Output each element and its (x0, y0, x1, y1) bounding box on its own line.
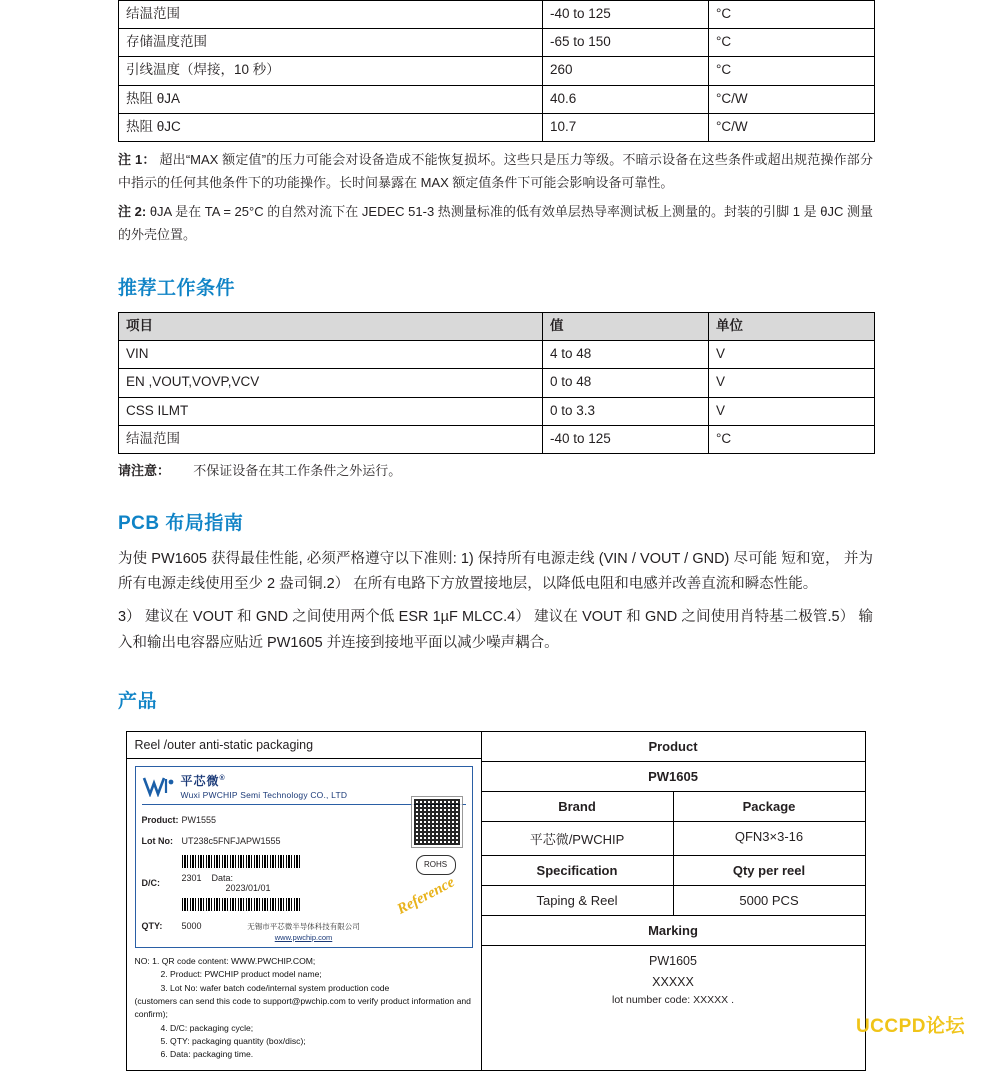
cell-unit: V (709, 397, 875, 425)
header-value: 值 (543, 312, 709, 340)
qr-code-icon (412, 797, 462, 847)
label-brand-cn: 平芯微® (180, 774, 226, 789)
cell-unit: °C (709, 57, 875, 85)
packaging-note-item: (customers can send this code to support@pwchip.com to verify product information and confirm); (134, 996, 471, 1020)
marking-header-row (482, 916, 865, 946)
cell-item: CSS ILMT (119, 397, 543, 425)
table-row (119, 425, 875, 453)
section-heading-recommended: 推荐工作条件 (118, 277, 236, 299)
cell-item: 热阻 θJC (119, 113, 543, 141)
section-heading-product: 产品 (118, 691, 158, 713)
barcode-icon (182, 855, 302, 868)
packaging-note-item: 5. QTY: packaging quantity (box/disc); (160, 1036, 306, 1047)
product-value-row (482, 762, 865, 792)
pcb-paragraph-1: 为使 PW1605 获得最佳性能, 必须严格遵守以下准则: 1) 保持所有电源走线 (VIN / VOUT / GND) 尽可能 短和宽， 并为所有电源走线使用至少 2 盎司铜.2） 在所有电路下方放置接地层，以降低电阻和电感并改善直流和瞬态性能。 (118, 550, 873, 593)
brand-package-header-row (482, 792, 865, 822)
absolute-max-ratings-table (118, 0, 875, 142)
table-row (119, 341, 875, 369)
marking-value-row (482, 946, 865, 1070)
packaging-label-header: Reel /outer anti-static packaging (127, 732, 481, 759)
cell-unit: °C (709, 1, 875, 29)
product-packaging-table (126, 731, 866, 1071)
cell-unit: °C (709, 425, 875, 453)
table-row (119, 369, 875, 397)
absolute-max-ratings-table-wrap (118, 0, 873, 142)
cell-item: 热阻 θJA (119, 85, 543, 113)
table-row (119, 1, 875, 29)
qty-header-cell: Qty per reel (674, 856, 865, 885)
reference-watermark: Reference (394, 874, 458, 918)
forum-watermark: UCCPD论坛 (855, 1016, 965, 1037)
label-footer-company: 无锡市平芯微半导体科技有限公司 (247, 922, 360, 932)
cell-value: 0 to 48 (543, 369, 709, 397)
label-value: PW1555 (181, 814, 217, 825)
packaging-note-item: 6. Data: packaging time. (160, 1049, 254, 1060)
cell-value: 40.6 (543, 85, 709, 113)
cell-item: 存储温度范围 (119, 29, 543, 57)
product-value-cell: PW1605 (482, 762, 865, 791)
spec-qty-value-row (482, 886, 865, 916)
cell-value: 260 (543, 57, 709, 85)
label-brand-en: Wuxi PWCHIP Semi Technology CO., LTD (180, 790, 348, 801)
label-value: 2301 Data: 2023/01/01 (181, 873, 271, 894)
please-note-label: 请注意： (118, 462, 171, 478)
marking-header-cell: Marking (482, 916, 865, 945)
table-header-row (119, 312, 875, 340)
cell-item: 结温范围 (119, 425, 543, 453)
brand-value-cell: 平芯微/PWCHIP (482, 822, 674, 855)
label-key: Lot No: (141, 835, 173, 846)
spec-header-cell: Specification (482, 856, 674, 885)
pcb-paragraph-2: 3） 建议在 VOUT 和 GND 之间使用两个低 ESR 1µF MLCC.4） 建议在 VOUT 和 GND 之间使用肖特基二极管.5） 输入和输出电容器应贴近 PW1605 并连接到接地平面以减少噪声耦合。 (118, 609, 873, 651)
packaging-note-item: 2. Product: PWCHIP product model name; (160, 969, 322, 980)
product-info-panel (482, 732, 865, 1070)
note-2 (118, 201, 873, 247)
product-header-row (482, 732, 865, 762)
marking-line-3: lot number code: XXXXX . (612, 994, 734, 1007)
cell-item: EN ,VOUT,VOVP,VCV (119, 369, 543, 397)
pwchip-logo-icon (142, 775, 176, 797)
cell-unit: V (709, 341, 875, 369)
cell-value: -65 to 150 (543, 29, 709, 57)
label-key: QTY: (141, 920, 163, 931)
table-row (119, 57, 875, 85)
cell-value: 4 to 48 (543, 341, 709, 369)
note-2-text: θJA 是在 TA = 25°C 的自然对流下在 JEDEC 51-3 热测量标准的低有效单层热导率测试板上测量的。封装的引脚 1 是 θJC 测量的外壳位置。 (118, 204, 873, 243)
cell-item: 结温范围 (119, 1, 543, 29)
note-2-label: 注 2: (118, 204, 147, 220)
table-row (119, 397, 875, 425)
package-value-cell: QFN3×3-16 (734, 829, 804, 845)
label-value: UT238c5FNFJAPW1555 (181, 835, 281, 846)
barcode-icon (182, 898, 302, 911)
packaging-note-item: 3. Lot No: wafer batch code/internal system production code (160, 982, 390, 993)
brand-package-value-row (482, 822, 865, 856)
label-footer-url: www.pwchip.com (274, 932, 333, 942)
cell-unit: V (709, 369, 875, 397)
marking-block (482, 946, 865, 1070)
qty-value-cell: 5000 PCS (739, 893, 799, 909)
spec-value-cell: Taping & Reel (482, 886, 674, 915)
rohs-badge: ROHS (416, 855, 456, 875)
brand-header-cell: Brand (482, 792, 674, 821)
label-value: 5000 (181, 920, 202, 931)
cell-unit: °C/W (709, 85, 875, 113)
cell-item: 引线温度（焊接，10 秒） (119, 57, 543, 85)
cell-value: -40 to 125 (543, 425, 709, 453)
marking-line-1: PW1605 (649, 954, 697, 969)
note-1-text: 超出“MAX 额定值”的压力可能会对设备造成不能恢复损坏。这些只是压力等级。不暗示设备在这些条件或超出规范操作部分中指示的任何其他条件下的功能操作。长时间暴露在 MAX 额定值条件下可能会影响设备可靠性。 (118, 151, 873, 190)
marking-line-2: XXXXX (652, 974, 694, 989)
note-1 (118, 149, 873, 195)
header-unit: 单位 (709, 312, 875, 340)
label-key: Product: (141, 814, 179, 825)
section-heading-pcb: PCB 布局指南 (118, 512, 244, 534)
header-item: 项目 (119, 312, 543, 340)
table-row (119, 113, 875, 141)
table-row (119, 85, 875, 113)
spec-qty-header-row (482, 856, 865, 886)
label-key: D/C: (141, 878, 160, 889)
cell-value: 0 to 3.3 (543, 397, 709, 425)
packaging-notes (127, 948, 481, 1070)
note-1-label: 注 1： (118, 151, 156, 167)
please-note (118, 461, 873, 482)
label-footer (136, 922, 472, 943)
packaging-note-item: NO: 1. QR code content: WWW.PWCHIP.COM; (134, 956, 316, 967)
recommended-conditions-table (118, 312, 875, 454)
product-header-cell: Product (482, 732, 865, 761)
cell-item: VIN (119, 341, 543, 369)
table-row (119, 29, 875, 57)
packaging-label-panel (127, 732, 482, 1070)
cell-value: -40 to 125 (543, 1, 709, 29)
cell-unit: °C (709, 29, 875, 57)
cell-value: 10.7 (543, 113, 709, 141)
package-header-cell: Package (674, 792, 865, 821)
packaging-note-item: 4. D/C: packaging cycle; (160, 1022, 254, 1033)
cell-unit: °C/W (709, 113, 875, 141)
please-note-text: 不保证设备在其工作条件之外运行。 (193, 462, 402, 478)
reel-label-image (135, 766, 473, 948)
